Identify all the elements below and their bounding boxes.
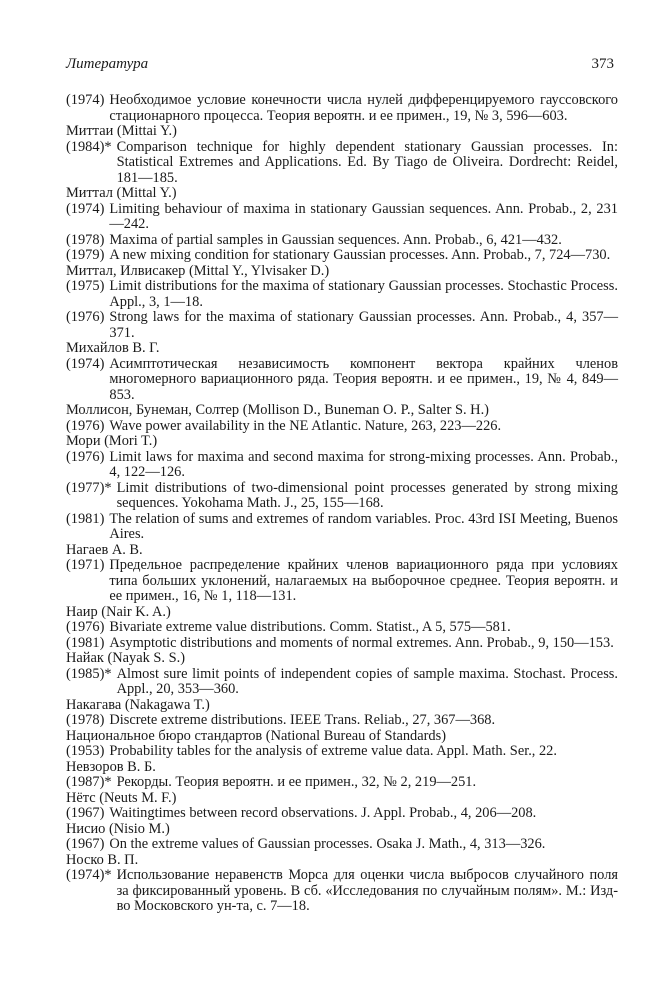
author-heading: Нётс (Neuts M. F.) (66, 789, 177, 806)
reference-entry (66, 93, 618, 124)
reference-entry (66, 744, 618, 760)
author-heading: Нисио (Nisio M.) (66, 820, 170, 837)
reference-text: Limit distributions for the maxima of stationary Gaussian processes. Stochastic Process. Appl., 3, 1—18. (109, 278, 618, 310)
author-heading: Носко В. П. (66, 851, 139, 868)
reference-year: (1985)* (66, 665, 112, 682)
reference-year: (1976) (66, 417, 105, 434)
reference-year: (1978) (66, 231, 105, 248)
reference-entry (66, 233, 618, 249)
reference-entry (66, 419, 618, 435)
reference-year: (1981) (66, 510, 105, 527)
reference-entry (66, 140, 618, 187)
reference-entry (66, 775, 618, 791)
reference-year: (1987)* (66, 774, 112, 790)
reference-year: (1976) (66, 309, 105, 325)
author-heading: Накагава (Nakagawa T.) (66, 696, 210, 713)
reference-text: Discrete extreme distributions. IEEE Trans. Reliab., 27, 367—368. (109, 712, 496, 728)
author-heading: Наир (Nair K. A.) (66, 603, 171, 620)
reference-text: Asymptotic distributions and moments of normal extremes. Ann. Probab., 9, 150—153. (109, 634, 614, 651)
reference-text: On the extreme values of Gaussian processes. Osaka J. Math., 4, 313—326. (109, 836, 546, 852)
reference-entry (66, 806, 618, 822)
running-head (66, 56, 614, 73)
reference-year: (1967) (66, 836, 105, 852)
reference-text: Maxima of partial samples in Gaussian sequences. Ann. Probab., 6, 421—432. (109, 231, 562, 248)
author-heading: Мори (Mori T.) (66, 433, 158, 449)
reference-text: Limiting behaviour of maxima in stationary Gaussian sequences. Ann. Probab., 2, 231—242. (109, 200, 618, 232)
author-heading: Невзоров В. Б. (66, 758, 156, 775)
reference-text: Рекорды. Теория вероятн. и ее примен., 32, № 2, 219—251. (116, 774, 477, 790)
reference-entry (66, 558, 618, 605)
reference-text: Bivariate extreme value distributions. Comm. Statist., A 5, 575—581. (109, 619, 511, 635)
reference-text: Comparison technique for highly dependent stationary Gaussian processes. In: Statistical Extremes and Applications. Ed. By Tiago de Oliveira. Dordrecht: Reidel, 181—185. (116, 138, 618, 186)
reference-entry (66, 481, 618, 512)
reference-year: (1976) (66, 448, 105, 465)
reference-entry (66, 620, 618, 636)
reference-text: Waitingtimes between record observations. J. Appl. Probab., 4, 206—208. (109, 805, 537, 821)
author-heading: Моллисон, Бунеман, Солтер (Mollison D., Buneman O. P., Salter S. H.) (66, 402, 489, 418)
reference-text: Предельное распределение крайних членов вариационного ряда при условиях типа больших уклонений, налагаемых на выборочное среднее. Теория вероятн. и ее примен., 16, № 1, 118—131. (109, 557, 618, 604)
reference-text: Almost sure limit points of independent copies of sample maxima. Stochast. Process. Appl., 20, 353—360. (116, 665, 618, 697)
reference-text: Асимптотическая независимость компонент вектора крайних членов многомерного вариационного ряда. Теория вероятн. и ее примен., 19, № 4, 849—853. (109, 355, 618, 403)
reference-text: Необходимое условие конечности числа нулей дифференцируемого гауссовского стационарного процесса. Теория вероятн. и ее примен., 19, № 3, 596—603. (109, 92, 618, 124)
author-heading: Национальное бюро стандартов (National Bureau of Standards) (66, 727, 447, 744)
reference-year: (1953) (66, 743, 105, 759)
reference-year: (1977)* (66, 479, 112, 496)
reference-year: (1974)* (66, 867, 112, 883)
reference-text: Probability tables for the analysis of extreme value data. Appl. Math. Ser., 22. (109, 743, 557, 759)
author-heading: Найак (Nayak S. S.) (66, 650, 185, 666)
reference-text: A new mixing condition for stationary Gaussian processes. Ann. Probab., 7, 724—730. (109, 247, 611, 263)
reference-text: The relation of sums and extremes of random variables. Proc. 43rd ISI Meeting, Buenos Aires. (109, 510, 618, 542)
reference-year: (1967) (66, 805, 105, 821)
reference-entry (66, 512, 618, 543)
reference-year: (1974) (66, 200, 105, 217)
author-heading: Миттал, Илвисакер (Mittal Y., Ylvisaker D.) (66, 262, 330, 279)
reference-text: Wave power availability in the NE Atlantic. Nature, 263, 223—226. (109, 417, 502, 434)
reference-entry (66, 357, 618, 404)
page-number: 373 (591, 56, 614, 72)
reference-year: (1975) (66, 278, 105, 294)
reference-entry (66, 279, 618, 310)
reference-year: (1984)* (66, 138, 112, 155)
reference-entry (66, 310, 618, 341)
reference-year: (1976) (66, 619, 105, 635)
reference-text: Использование неравенств Морса для оценки числа выбросов случайного поля за фиксированный уровень. В сб. «Исследования по случайным полям». М.: Изд-во Московского ун-та, с. 7—18. (116, 867, 618, 914)
author-heading: Михайлов В. Г. (66, 340, 160, 356)
reference-entry (66, 202, 618, 233)
reference-entry (66, 667, 618, 698)
reference-text: Strong laws for the maxima of stationary Gaussian processes. Ann. Probab., 4, 357—371. (109, 309, 618, 341)
section-title: Литература (66, 56, 149, 72)
reference-year: (1971) (66, 557, 105, 573)
reference-text: Limit distributions of two-dimensional point processes generated by strong mixing sequences. Yokohama Math. J., 25, 155—168. (116, 479, 618, 511)
reference-entry (66, 837, 618, 853)
reference-year: (1979) (66, 247, 105, 263)
reference-text: Limit laws for maxima and second maxima for strong-mixing processes. Ann. Probab., 4, 122—126. (109, 448, 618, 480)
reference-year: (1974) (66, 355, 105, 372)
reference-year: (1974) (66, 92, 105, 108)
author-heading: Нагаев А. В. (66, 541, 143, 558)
reference-entry (66, 248, 618, 264)
bibliography-list (66, 93, 618, 915)
reference-entry (66, 868, 618, 915)
reference-year: (1981) (66, 634, 105, 651)
reference-year: (1978) (66, 712, 105, 728)
author-heading: Миттал (Mittal Y.) (66, 185, 177, 201)
author-heading: Миттаи (Mittai Y.) (66, 123, 177, 139)
reference-entry (66, 450, 618, 481)
reference-entry (66, 713, 618, 729)
reference-entry (66, 636, 618, 652)
